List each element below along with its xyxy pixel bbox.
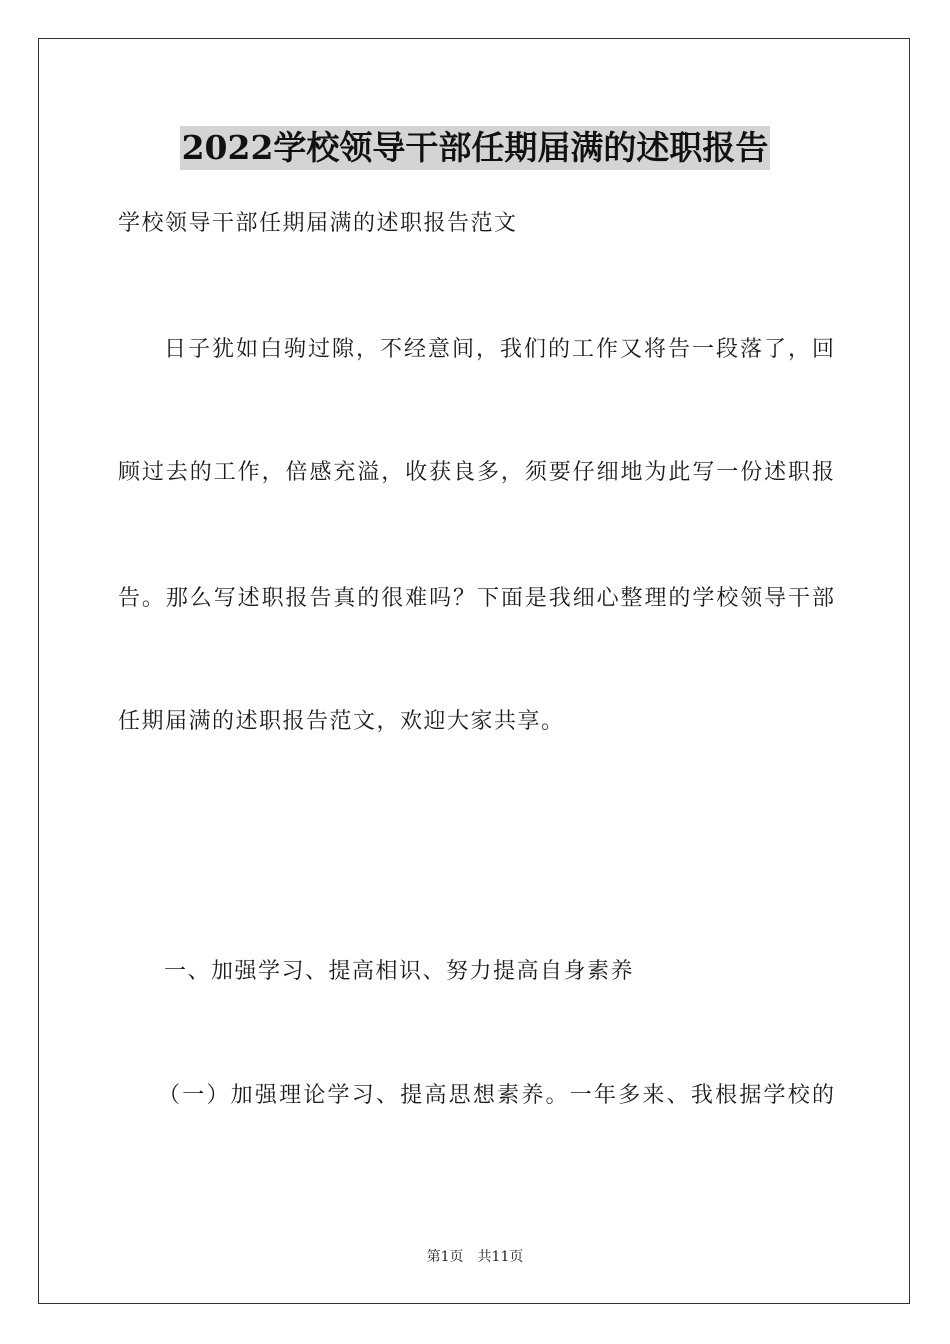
paragraph-line: （一）加强理论学习、提高思想素养。一年多来、我根据学校的: [158, 1083, 834, 1108]
paragraph-line: 日子犹如白驹过隙，不经意间，我们的工作又将告一段落了，回: [164, 337, 834, 362]
page-total: 共11页: [477, 1249, 524, 1265]
paragraph-line: 任期届满的述职报告范文，欢迎大家共享。: [118, 709, 565, 734]
page-footer: [0, 1247, 950, 1267]
document-title: 2022学校领导干部任期届满的述职报告: [180, 126, 771, 170]
paragraph-line: 告。那么写述职报告真的很难吗？下面是我细心整理的学校领导干部: [118, 586, 834, 611]
paragraph-line: 顾过去的工作，倍感充溢，收获良多，须要仔细地为此写一份述职报: [118, 460, 834, 485]
section-heading: 一、加强学习、提高相识、努力提高自身素养: [164, 959, 635, 984]
page-number: 第1页: [426, 1249, 464, 1265]
document-subtitle: 学校领导干部任期届满的述职报告范文: [118, 211, 518, 236]
title-container: [0, 126, 950, 170]
